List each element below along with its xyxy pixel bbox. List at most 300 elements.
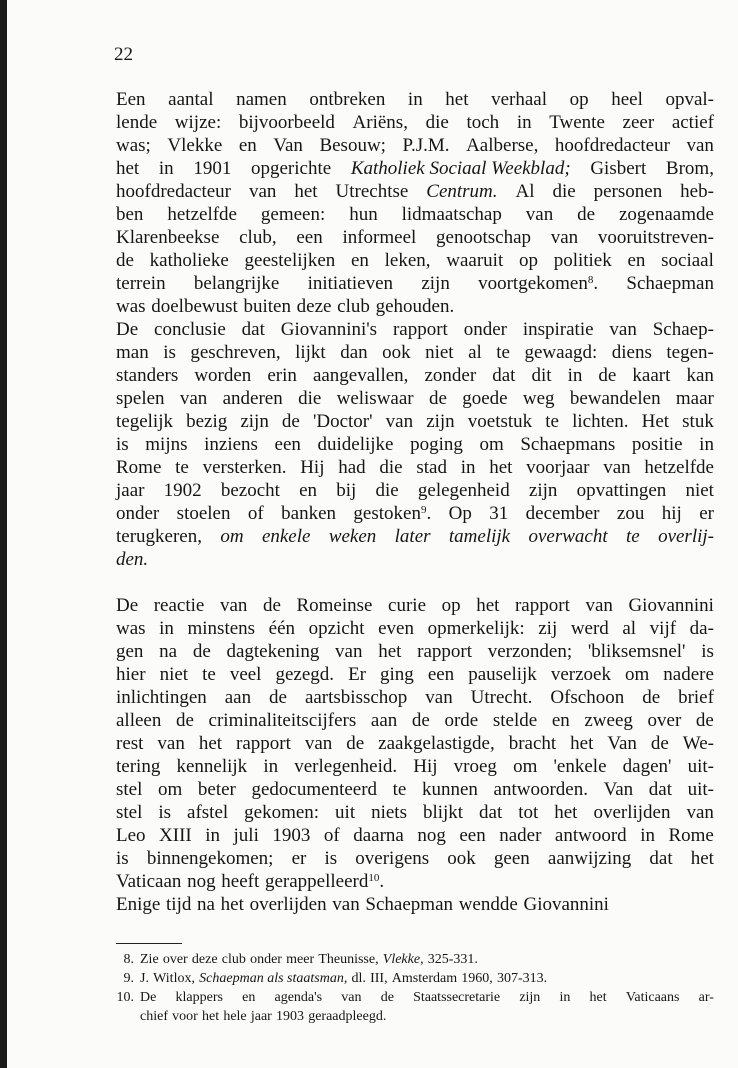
word: gemeen: bbox=[260, 204, 326, 225]
word: die bbox=[379, 457, 403, 478]
word: inlichtingen bbox=[116, 687, 207, 708]
word: aan bbox=[224, 687, 252, 708]
word: gen bbox=[116, 641, 144, 662]
word: Leo bbox=[116, 825, 146, 846]
word: aan bbox=[370, 710, 398, 731]
word: dat bbox=[649, 848, 673, 869]
footnote bbox=[108, 988, 714, 1026]
word: wendde bbox=[458, 894, 518, 915]
word: Staatssecretarie bbox=[413, 990, 501, 1005]
word: dat bbox=[479, 802, 503, 823]
word: inspiratie bbox=[522, 319, 594, 340]
word: maar bbox=[675, 388, 714, 409]
footnote-separator bbox=[116, 943, 182, 944]
word: werd bbox=[570, 618, 609, 639]
word: pauselijk bbox=[468, 664, 537, 685]
word: zweeg bbox=[584, 710, 633, 731]
word: de bbox=[116, 250, 134, 271]
word: de bbox=[598, 365, 617, 386]
text-line bbox=[116, 479, 714, 502]
word: hetzelfde bbox=[167, 204, 237, 225]
word: zijn bbox=[426, 411, 455, 432]
word: later bbox=[394, 526, 431, 547]
word: 31 bbox=[489, 503, 509, 524]
word: verzonden; bbox=[487, 641, 573, 662]
word: toch bbox=[466, 112, 500, 133]
word: 'Doctor' bbox=[312, 411, 373, 432]
text-line bbox=[116, 617, 714, 640]
word: van bbox=[425, 687, 453, 708]
word: om bbox=[624, 664, 650, 685]
word: of bbox=[247, 503, 264, 524]
word: de bbox=[281, 411, 300, 432]
word: bracht bbox=[508, 733, 557, 754]
word: van bbox=[248, 181, 277, 202]
word: jaar bbox=[250, 1009, 272, 1024]
word: weliswaar bbox=[336, 388, 414, 409]
word: tamelijk bbox=[448, 526, 511, 547]
word: 1960, bbox=[461, 971, 493, 986]
word: van bbox=[609, 319, 637, 340]
word: de bbox=[577, 204, 596, 225]
word: antwoorden. bbox=[493, 779, 588, 800]
word: lichten. bbox=[572, 411, 629, 432]
footnote-marker: 10 bbox=[368, 872, 380, 884]
word: onder bbox=[250, 952, 282, 967]
text-line bbox=[116, 295, 714, 318]
word: tijd bbox=[166, 894, 192, 915]
word: da- bbox=[689, 618, 714, 639]
word: aartsbisschop bbox=[304, 687, 408, 708]
word: club bbox=[337, 296, 370, 317]
word: jaar bbox=[116, 480, 145, 501]
word: katholieke bbox=[149, 250, 229, 271]
text-line bbox=[116, 157, 714, 180]
word: het bbox=[202, 1009, 220, 1024]
word: even bbox=[378, 618, 414, 639]
word: Hij bbox=[413, 756, 438, 777]
word: binnengekomen; bbox=[146, 848, 274, 869]
word: een bbox=[296, 227, 323, 248]
word: klappers bbox=[175, 990, 223, 1005]
word: buiten bbox=[243, 296, 291, 317]
word: De bbox=[116, 595, 139, 616]
word: enkele bbox=[261, 526, 311, 547]
word: rapport bbox=[514, 595, 570, 616]
word: overlij- bbox=[658, 526, 714, 547]
word: Katholiek Sociaal Weekblad; bbox=[350, 158, 571, 179]
word: december bbox=[525, 503, 600, 524]
word: gehouden. bbox=[375, 296, 455, 317]
word: versterken. bbox=[202, 457, 287, 478]
word: in bbox=[460, 457, 476, 478]
word: vroeg bbox=[453, 756, 497, 777]
word: Ariëns, bbox=[352, 112, 408, 133]
word: kunnen bbox=[421, 779, 478, 800]
word: tegen- bbox=[666, 342, 714, 363]
word: zeer bbox=[622, 112, 655, 133]
word: een bbox=[274, 434, 301, 455]
word: verlegenheid. bbox=[294, 756, 398, 777]
text-line bbox=[116, 456, 714, 479]
word: aantal bbox=[168, 89, 214, 110]
word: deze bbox=[191, 952, 218, 967]
word: dan bbox=[340, 342, 368, 363]
text-line bbox=[116, 663, 714, 686]
page-number: 22 bbox=[114, 44, 133, 65]
word: opgerichte bbox=[250, 158, 332, 179]
word: geschreven, bbox=[190, 342, 281, 363]
word: in bbox=[567, 365, 583, 386]
word: rapport bbox=[417, 641, 473, 662]
word: op bbox=[441, 595, 461, 616]
text-line bbox=[116, 870, 714, 893]
word: beter bbox=[197, 779, 236, 800]
word: lijkt bbox=[295, 342, 326, 363]
word: van bbox=[385, 411, 414, 432]
text-line bbox=[116, 433, 714, 456]
word: om bbox=[479, 434, 504, 455]
footnote-number: 10. bbox=[116, 990, 134, 1005]
word: stel bbox=[116, 802, 143, 823]
word: man bbox=[116, 342, 149, 363]
word: bezig bbox=[186, 411, 228, 432]
word: de bbox=[428, 388, 447, 409]
word: conclusie bbox=[154, 319, 226, 340]
word: kennelijk bbox=[176, 756, 248, 777]
word: chief bbox=[140, 1009, 168, 1024]
word: de bbox=[269, 687, 287, 708]
text-line bbox=[116, 778, 714, 801]
word: al bbox=[622, 618, 637, 639]
word: zonder bbox=[424, 365, 477, 386]
word: de bbox=[380, 990, 394, 1005]
text-line bbox=[116, 249, 714, 272]
word: in bbox=[158, 158, 174, 179]
word: van bbox=[550, 227, 579, 248]
word: dl. bbox=[351, 971, 366, 986]
word: en bbox=[299, 480, 318, 501]
word: zijn bbox=[240, 411, 269, 432]
word: een bbox=[427, 664, 455, 685]
word: opmerkelijk: bbox=[427, 618, 525, 639]
word: het bbox=[378, 641, 402, 662]
text-line bbox=[116, 709, 714, 732]
word: 1901 bbox=[193, 158, 232, 179]
word: stel bbox=[116, 779, 143, 800]
word: de bbox=[642, 687, 661, 708]
word: het bbox=[489, 457, 513, 478]
word: mijns bbox=[145, 434, 188, 455]
word: gelegenheid bbox=[417, 480, 510, 501]
word: Het bbox=[641, 411, 670, 432]
word: actief bbox=[671, 112, 714, 133]
word: Utrechtse bbox=[335, 181, 409, 202]
word: ben bbox=[116, 204, 144, 225]
word: de bbox=[175, 710, 194, 731]
word: en bbox=[242, 990, 256, 1005]
word: hoofdredacteur bbox=[554, 135, 670, 156]
word: van bbox=[219, 595, 248, 616]
text-line bbox=[116, 801, 714, 824]
word: gedocumenteerd bbox=[251, 779, 378, 800]
text-line bbox=[116, 686, 714, 709]
word: in bbox=[640, 825, 655, 846]
word: is bbox=[701, 641, 714, 662]
word: om bbox=[513, 756, 538, 777]
word: veel bbox=[229, 664, 262, 685]
word: zogenaamde bbox=[619, 204, 714, 225]
word: den. bbox=[116, 549, 149, 570]
word: vijf bbox=[649, 618, 677, 639]
word: afstel bbox=[187, 802, 229, 823]
word: op bbox=[569, 89, 589, 110]
word: 'enkele bbox=[553, 756, 607, 777]
word: het bbox=[476, 595, 500, 616]
word: lende bbox=[116, 112, 158, 133]
word: hun bbox=[349, 204, 378, 225]
word: inziens bbox=[204, 434, 258, 455]
word: Theunisse, bbox=[318, 952, 379, 967]
word: in bbox=[159, 618, 174, 639]
word: stuk bbox=[682, 411, 714, 432]
word: 1903 bbox=[272, 825, 311, 846]
word: in bbox=[699, 434, 714, 455]
word: het bbox=[589, 990, 607, 1005]
word: voor bbox=[172, 1009, 198, 1024]
word: namen bbox=[236, 89, 287, 110]
word: van bbox=[686, 135, 714, 156]
text-line bbox=[116, 732, 714, 755]
word: Vlekke, bbox=[382, 952, 424, 967]
word: niet bbox=[425, 342, 454, 363]
footnote bbox=[108, 969, 714, 988]
word: minstens bbox=[187, 618, 256, 639]
word: sociaal bbox=[661, 250, 714, 271]
word: 307-313. bbox=[496, 971, 548, 986]
word: anderen bbox=[222, 388, 283, 409]
word: criminaliteitscijfers bbox=[208, 710, 357, 731]
word: ging bbox=[380, 664, 414, 685]
word: dagen' bbox=[622, 756, 672, 777]
word: en bbox=[627, 250, 646, 271]
word: nadere bbox=[663, 664, 714, 685]
word: kan bbox=[686, 365, 714, 386]
word: geestelijken bbox=[244, 250, 336, 271]
word: Rome bbox=[668, 825, 714, 846]
word: waaruit bbox=[446, 250, 504, 271]
word: weken bbox=[328, 526, 377, 547]
word: het bbox=[570, 733, 594, 754]
word: 1902 bbox=[163, 480, 202, 501]
word: politiek bbox=[553, 250, 612, 271]
word: Schaepman bbox=[365, 894, 453, 915]
word: van bbox=[686, 802, 714, 823]
word: van bbox=[304, 733, 333, 754]
footnote-text bbox=[140, 969, 714, 988]
word: daarna bbox=[353, 825, 404, 846]
word: informeel bbox=[342, 227, 417, 248]
word: de bbox=[346, 733, 365, 754]
word: het bbox=[220, 894, 244, 915]
word: XIII bbox=[159, 825, 192, 846]
word: in bbox=[516, 112, 532, 133]
word: Van bbox=[603, 779, 634, 800]
word: van bbox=[525, 204, 554, 225]
paragraph-4 bbox=[116, 893, 714, 916]
word: De bbox=[116, 319, 139, 340]
word: bij bbox=[336, 480, 357, 501]
word: diens bbox=[611, 342, 652, 363]
word: ar- bbox=[698, 990, 714, 1005]
word: opval- bbox=[665, 89, 714, 110]
word: had bbox=[338, 457, 366, 478]
word: alleen bbox=[116, 710, 162, 731]
word: zaakgelastigde, bbox=[378, 733, 495, 754]
word: De bbox=[140, 990, 157, 1005]
word: na bbox=[159, 641, 178, 662]
word: wijze: bbox=[174, 112, 222, 133]
word: van bbox=[157, 733, 185, 754]
word: Brom, bbox=[665, 158, 714, 179]
text-line bbox=[116, 893, 714, 916]
word: niets bbox=[371, 802, 407, 823]
word: dit bbox=[531, 365, 552, 386]
word: Twente bbox=[549, 112, 605, 133]
word: meer bbox=[286, 952, 315, 967]
word: bezocht bbox=[220, 480, 280, 501]
word: Schaepman bbox=[626, 273, 714, 294]
text-line bbox=[116, 203, 714, 226]
text-line bbox=[116, 134, 714, 157]
word: Hij bbox=[300, 457, 325, 478]
word: Gisbert bbox=[590, 158, 647, 179]
text-line bbox=[116, 824, 714, 847]
word: geraadpleegd. bbox=[308, 1009, 387, 1024]
word: het bbox=[116, 158, 140, 179]
word: in bbox=[205, 825, 221, 846]
word: het bbox=[294, 181, 318, 202]
word: Ofschoon bbox=[550, 687, 625, 708]
text-line bbox=[116, 755, 714, 778]
word: opzicht bbox=[308, 618, 365, 639]
word: onder bbox=[463, 319, 507, 340]
word: de bbox=[262, 595, 281, 616]
word: Romeinse bbox=[296, 595, 373, 616]
text-line bbox=[116, 387, 714, 410]
word: Schaep- bbox=[652, 319, 714, 340]
word: kaart bbox=[632, 365, 671, 386]
word: opvattingen bbox=[576, 480, 667, 501]
word: deze bbox=[296, 296, 332, 317]
word: stoelen bbox=[176, 503, 231, 524]
text-line bbox=[116, 410, 714, 433]
word: al bbox=[468, 342, 482, 363]
word: over bbox=[162, 952, 188, 967]
binding-edge bbox=[0, 0, 7, 1068]
word: heel bbox=[611, 89, 643, 110]
word: overwacht bbox=[528, 526, 608, 547]
word: Schaepmans bbox=[520, 434, 616, 455]
word: doelbewust bbox=[151, 296, 238, 317]
footnote bbox=[108, 950, 714, 969]
footnote-text bbox=[140, 950, 714, 969]
word: op bbox=[518, 250, 538, 271]
footnote-line bbox=[140, 950, 714, 969]
word: banken bbox=[281, 503, 337, 524]
word: geen bbox=[493, 848, 530, 869]
word: overigens bbox=[355, 848, 430, 869]
text-line bbox=[116, 111, 714, 134]
word: leken, bbox=[384, 250, 431, 271]
word: de bbox=[695, 710, 714, 731]
word: heeft bbox=[221, 871, 260, 892]
word: van bbox=[341, 990, 362, 1005]
word: gestoken$^9$. bbox=[353, 503, 432, 524]
word: bijvoorbeeld bbox=[238, 112, 335, 133]
word: stad bbox=[416, 457, 447, 478]
word: er bbox=[291, 848, 307, 869]
word: om bbox=[220, 526, 244, 547]
word: tot bbox=[518, 802, 539, 823]
word: te bbox=[202, 664, 216, 685]
word: hetzelfde bbox=[644, 457, 714, 478]
word: Vaticaan bbox=[116, 871, 182, 892]
word: Amsterdam bbox=[391, 971, 458, 986]
word: Aalberse, bbox=[466, 135, 539, 156]
word: genootschap bbox=[436, 227, 532, 248]
word: die bbox=[298, 388, 322, 409]
word: poging bbox=[410, 434, 463, 455]
word: terrein bbox=[116, 273, 166, 294]
word: hij bbox=[661, 503, 682, 524]
word: Er bbox=[348, 664, 366, 685]
word: te bbox=[392, 779, 407, 800]
word: aangevallen, bbox=[312, 365, 409, 386]
word: is bbox=[158, 802, 172, 823]
word: club bbox=[221, 952, 246, 967]
word: blijkt bbox=[422, 802, 464, 823]
word: één bbox=[268, 618, 296, 639]
word: van bbox=[335, 641, 363, 662]
word: gerappelleerd$^{10}$. bbox=[264, 871, 385, 892]
word: is bbox=[116, 848, 129, 869]
text-line bbox=[116, 272, 714, 295]
word: van bbox=[332, 894, 360, 915]
word: Giovannini bbox=[523, 894, 609, 915]
paragraph-3 bbox=[116, 594, 714, 893]
word: Utrecht. bbox=[470, 687, 533, 708]
word: agenda's bbox=[274, 990, 323, 1005]
word: was bbox=[116, 296, 146, 317]
word: te bbox=[545, 411, 559, 432]
word: duidelijke bbox=[317, 434, 394, 455]
word: Enige bbox=[116, 894, 161, 915]
word: 'bliksemsnel' bbox=[587, 641, 686, 662]
word: van bbox=[585, 595, 613, 616]
word: Een bbox=[116, 89, 146, 110]
word: in bbox=[263, 756, 279, 777]
word: was; bbox=[116, 135, 151, 156]
word: reactie bbox=[153, 595, 205, 616]
word: Van bbox=[607, 733, 637, 754]
word: curie bbox=[388, 595, 427, 616]
word: tering bbox=[116, 756, 161, 777]
word: en bbox=[551, 710, 570, 731]
word: Giovannini bbox=[628, 595, 714, 616]
word: We- bbox=[682, 733, 714, 754]
word: Van bbox=[273, 135, 303, 156]
